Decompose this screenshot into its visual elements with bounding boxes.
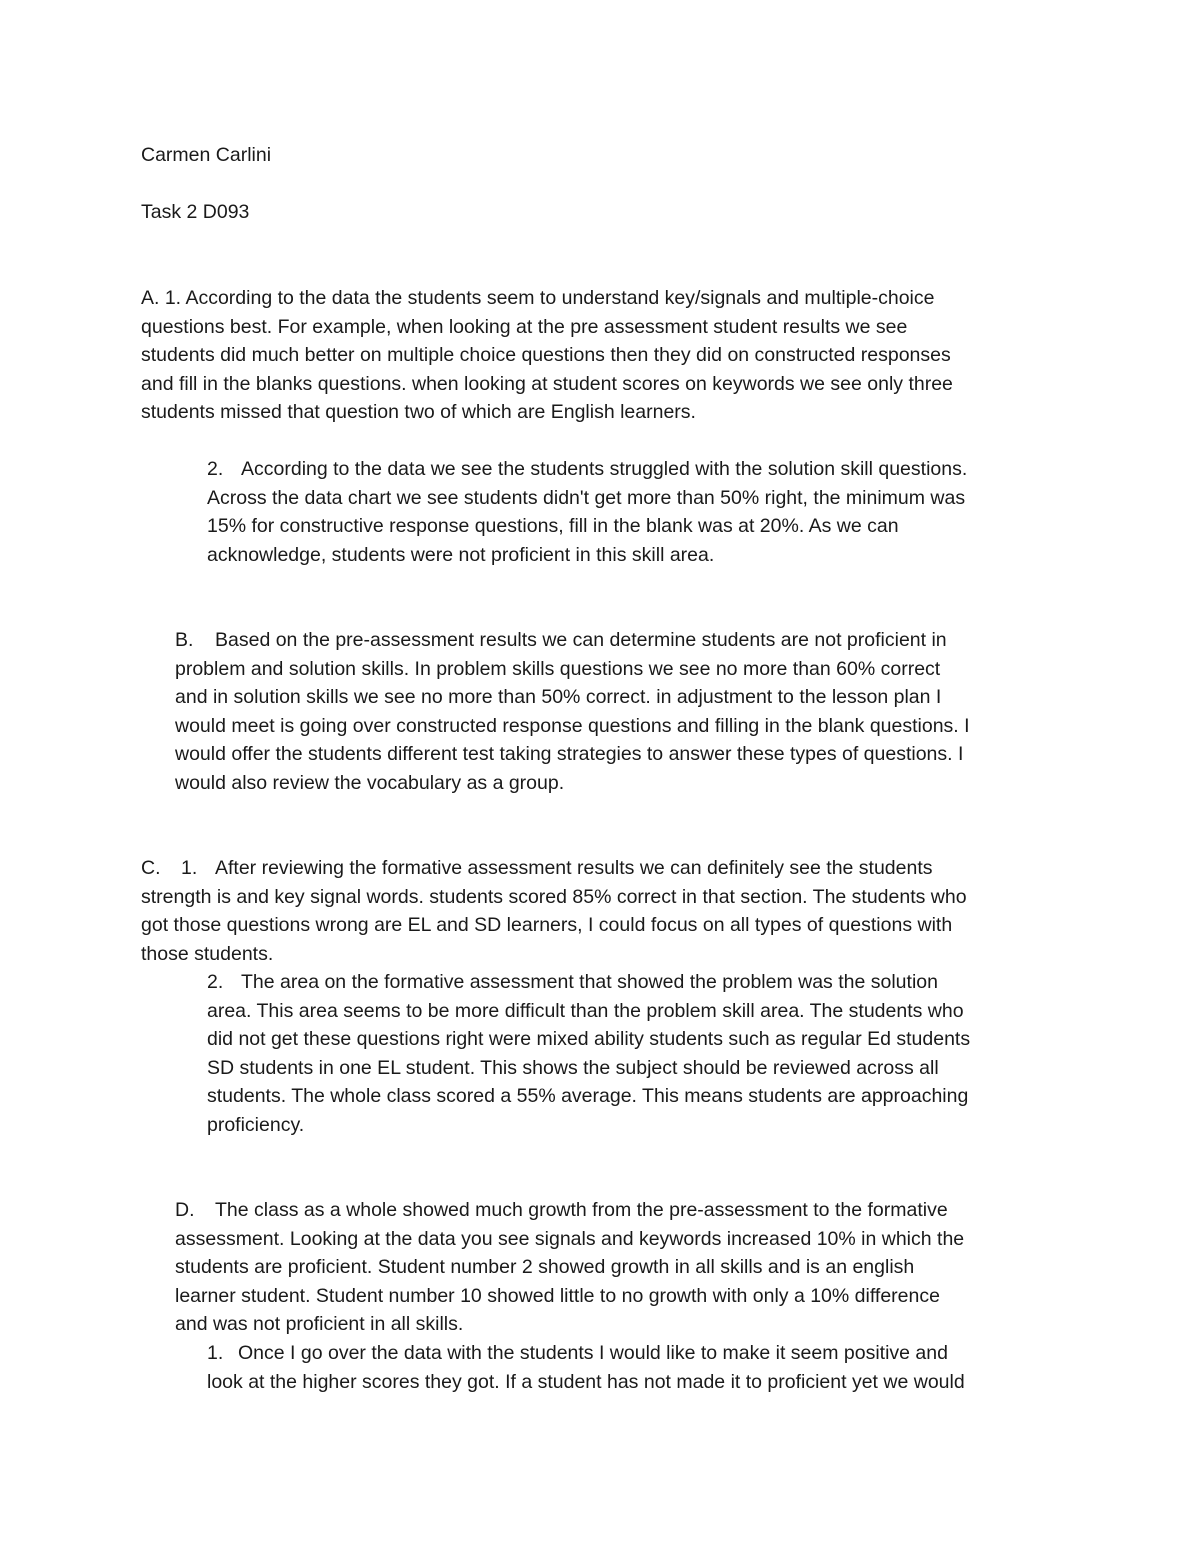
section-c-1 (141, 854, 967, 968)
item-marker: 1. (181, 857, 198, 879)
paragraph-line: questions best. For example, when looking at the pre assessment student results we see (141, 315, 908, 338)
paragraph-line: students are proficient. Student number 2 showed growth in all skills and is an english (175, 1256, 915, 1278)
paragraph-line: B. Based on the pre-assessment results we can determine students are not proficient in (175, 626, 970, 655)
paragraph-line: those students. (141, 942, 274, 965)
paragraph-line: strength is and key signal words. students scored 85% correct in that section. The students who (141, 885, 967, 908)
paragraph-line: assessment. Looking at the data you see signals and keywords increased 10% in which the (175, 1227, 965, 1250)
section-marker: C. (141, 857, 161, 879)
paragraph-line: students. The whole class scored a 55% average. This means students are approaching (207, 1085, 969, 1107)
section-marker: 2. (207, 458, 224, 480)
paragraph-line: would offer the students different test taking strategies to answer these types of questions. I (175, 743, 964, 765)
paragraph-line: Across the data chart we see students didn't get more than 50% right, the minimum was (207, 486, 966, 509)
paragraph-line: look at the higher scores they got. If a student has not made it to proficient yet we would (207, 1370, 965, 1393)
section-d-1 (207, 1339, 965, 1396)
section-a-2 (207, 455, 967, 569)
section-c-2 (207, 968, 970, 1139)
item-marker: 2. (207, 971, 224, 993)
section-a-1 (141, 284, 953, 427)
author-name: Carmen Carlini (141, 144, 272, 166)
paragraph-line: and was not proficient in all skills. (175, 1313, 464, 1335)
paragraph-line: students did much better on multiple choice questions then they did on constructed responses (141, 344, 951, 366)
item-marker: 1. (207, 1342, 224, 1364)
paragraph-line: acknowledge, students were not proficient in this skill area. (207, 543, 715, 566)
paragraph-line: got those questions wrong are EL and SD learners, I could focus on all types of questions with (141, 914, 953, 936)
paragraph-line: students missed that question two of which are English learners. (141, 401, 696, 423)
paragraph-line: and in solution skills we see no more than 50% correct. in adjustment to the lesson plan I (175, 686, 942, 708)
paragraph-line: and fill in the blanks questions. when looking at student scores on keywords we see only three (141, 372, 953, 395)
paragraph-line: proficiency. (207, 1113, 305, 1136)
paragraph-line: did not get these questions right were mixed ability students such as regular Ed students (207, 1028, 971, 1050)
paragraph-line: learner student. Student number 10 showed little to no growth with only a 10% difference (175, 1284, 940, 1307)
section-marker: D. (175, 1199, 195, 1221)
section-b (175, 626, 970, 797)
paragraph-line: would also review the vocabulary as a group. (175, 771, 565, 794)
paragraph-line: D. The class as a whole showed much growth from the pre-assessment to the formative (175, 1196, 964, 1225)
paragraph-line: 2. The area on the formative assessment that showed the problem was the solution (207, 968, 970, 997)
paragraph-line: C. 1. After reviewing the formative assessment results we can definitely see the students (141, 854, 967, 883)
paragraph-line: A. 1. According to the data the students seem to understand key/signals and multiple-choice (141, 287, 935, 309)
section-marker: B. (175, 629, 194, 651)
paragraph-line: problem and solution skills. In problem skills questions we see no more than 60% correct (175, 657, 941, 680)
paragraph-line: SD students in one EL student. This shows the subject should be reviewed across all (207, 1056, 939, 1079)
paragraph-line: would meet is going over constructed response questions and filling in the blank questions. I (175, 714, 970, 737)
paragraph-line: 2. According to the data we see the students struggled with the solution skill questions. (207, 455, 967, 484)
section-marker: A. 1. (141, 287, 182, 309)
paragraph-line: area. This area seems to be more difficult than the problem skill area. The students who (207, 999, 964, 1022)
paragraph-line: 15% for constructive response questions, fill in the blank was at 20%. As we can (207, 515, 899, 537)
section-d (175, 1196, 964, 1339)
task-title: Task 2 D093 (141, 201, 250, 223)
paragraph-line: 1. Once I go over the data with the students I would like to make it seem positive and (207, 1339, 965, 1368)
